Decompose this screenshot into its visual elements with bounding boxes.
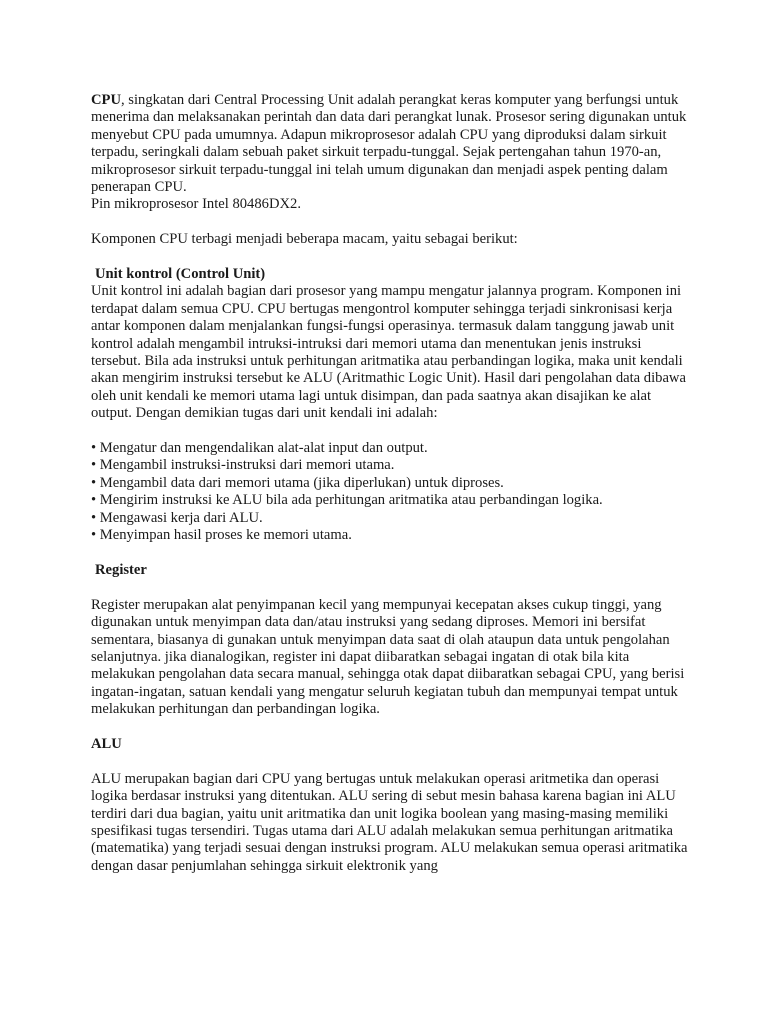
register-heading: Register xyxy=(95,561,147,578)
control-unit-paragraph: Unit kontrol ini adalah bagian dari prosesor yang mampu mengatur jalannya program. Komponen ini terdapat dalam semua CPU. CPU bertugas mengontrol komputer sehingga terjadi sinkronisasi kerja antar komponen dalam menjalankan fungsi-fungsi operasinya. termasuk dalam tanggung jawab unit kontrol adalah mengambil intruksi-intruksi dari memori utama dan menentukan jenis instruksi tersebut. Bila ada instruksi untuk perhitungan aritmatika atau perbandingan logika, maka unit kendali akan mengirim instruksi tersebut ke ALU (Aritmathic Logic Unit). Hasil dari pengolahan data dibawa oleh unit kendali ke memori utama lagi untuk disimpan, dan pada saatnya akan disajikan ke alat output. Dengan demikian tugas dari unit kendali ini adalah: xyxy=(91,283,686,422)
control-unit-task-list xyxy=(91,440,691,544)
list-item: • Mengatur dan mengendalikan alat-alat input dan output. xyxy=(91,440,428,457)
list-item: • Mengirim instruksi ke ALU bila ada perhitungan aritmatika atau perbandingan logika. xyxy=(91,492,603,509)
list-item: • Mengambil data dari memori utama (jika diperlukan) untuk diproses. xyxy=(91,474,504,491)
pin-line: Pin mikroprosesor Intel 80486DX2. xyxy=(91,196,301,213)
document-page xyxy=(91,92,691,875)
alu-heading: ALU xyxy=(91,735,122,752)
list-item: • Mengawasi kerja dari ALU. xyxy=(91,509,263,526)
intro-text: , singkatan dari Central Processing Unit adalah perangkat keras komputer yang berfungsi untuk menerima dan melaksanakan perintah dan data dari perangkat lunak. Prosesor sering digunakan untuk menyebut CPU pada umumnya. Adapun mikroprosesor adalah CPU yang diproduksi dalam sirkuit terpadu, seringkali dalam sebuah paket sirkuit terpadu-tunggal. Sejak pertengahan tahun 1970-an, mikroprosesor sirkuit terpadu-tunggal ini telah umum digunakan dan menjadi aspek penting dalam penerapan CPU. xyxy=(91,92,687,196)
list-item: • Menyimpan hasil proses ke memori utama. xyxy=(91,527,352,544)
components-intro: Komponen CPU terbagi menjadi beberapa macam, yaitu sebagai berikut: xyxy=(91,231,518,248)
list-item: • Mengambil instruksi-instruksi dari memori utama. xyxy=(91,457,395,474)
intro-paragraph xyxy=(91,92,691,196)
control-unit-heading: Unit kontrol (Control Unit) xyxy=(95,266,266,283)
register-paragraph: Register merupakan alat penyimpanan kecil yang mempunyai kecepatan akses cukup tinggi, yang digunakan untuk menyimpan data dan/atau instruksi yang sedang diproses. Memori ini bersifat sementara, biasanya di gunakan untuk menyimpan data saat di olah ataupun data untuk pengolahan selanjutnya. jika dianalogikan, register ini dapat diibaratkan sebagai ingatan di otak bila kita melakukan pengolahan data secara manual, sehingga otak dapat diibaratkan sebagai CPU, yang berisi ingatan-ingatan, satuan kendali yang mengatur seluruh kegiatan tubuh dan mempunyai tempat untuk melakukan perhitungan dan perbandingan logika. xyxy=(91,596,685,718)
cpu-term: CPU xyxy=(91,92,121,108)
alu-paragraph: ALU merupakan bagian dari CPU yang bertugas untuk melakukan operasi aritmetika dan operasi logika berdasar instruksi yang ditentukan. ALU sering di sebut mesin bahasa karena bagian ini ALU terdiri dari dua bagian, yaitu unit aritmatika dan unit logika boolean yang masing-masing memiliki spesifikasi tugas tersendiri. Tugas utama dari ALU adalah melakukan semua perhitungan aritmatika (matematika) yang terjadi sesuai dengan instruksi program. ALU melakukan semua operasi aritmatika dengan dasar penjumlahan sehingga sirkuit elektronik yang xyxy=(91,770,688,874)
